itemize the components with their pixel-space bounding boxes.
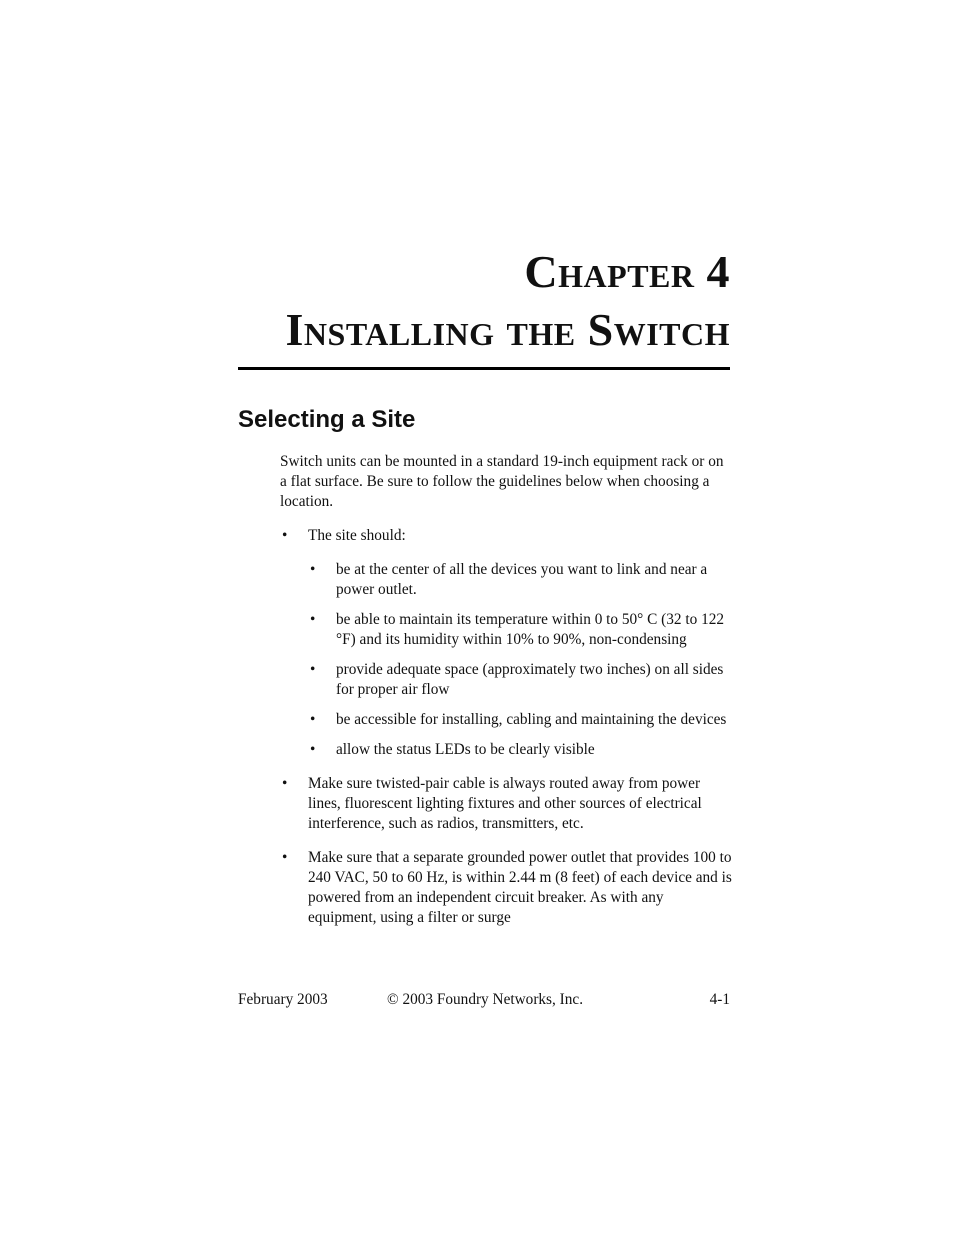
page-number: 4-1 [709,991,730,1008]
list-item [280,774,732,834]
list-item [280,848,732,928]
site-requirements-list [308,560,732,760]
footer-date: February 2003 [238,991,328,1008]
list-item: • be accessible for installing, cabling and maintaining the devices [308,710,732,730]
section-heading: Selecting a Site [238,406,416,433]
list-item: • be at the center of all the devices you want to link and near a power outlet. [308,560,732,600]
chapter-title [238,243,730,359]
title-divider [238,367,730,370]
list-item: • be able to maintain its temperature within 0 to 50° C (32 to 122 °F) and its humidity within 10% to 90%, non-condensing [308,610,732,650]
guideline-list [280,526,732,928]
list-item: • provide adequate space (approximately two inches) on all sides for proper air flow [308,660,732,700]
chapter-name: Installing the Switch [285,304,730,355]
footer-copyright: © 2003 Foundry Networks, Inc. [387,991,584,1008]
chapter-number: Chapter 4 [524,246,730,297]
list-item: • allow the status LEDs to be clearly visible [308,740,732,760]
list-item-text: Make sure twisted-pair cable is always routed away from power lines, fluorescent lighting fixtures and other sources of electrical interference, such as radios, transmitters, etc. [308,775,702,832]
list-item-text: The site should: [308,527,406,544]
list-item [280,526,732,760]
list-item-text: Make sure that a separate grounded power outlet that provides 100 to 240 VAC, 50 to 60 Hz, is within 2.44 m (8 feet) of each device and is powered from an independent circuit breaker. As with any equipment, using a filter or surge [308,849,732,926]
intro-paragraph: Switch units can be mounted in a standard 19-inch equipment rack or on a flat surface. Be sure to follow the guidelines below when choosing a location. [280,453,724,510]
section-body [280,452,732,942]
